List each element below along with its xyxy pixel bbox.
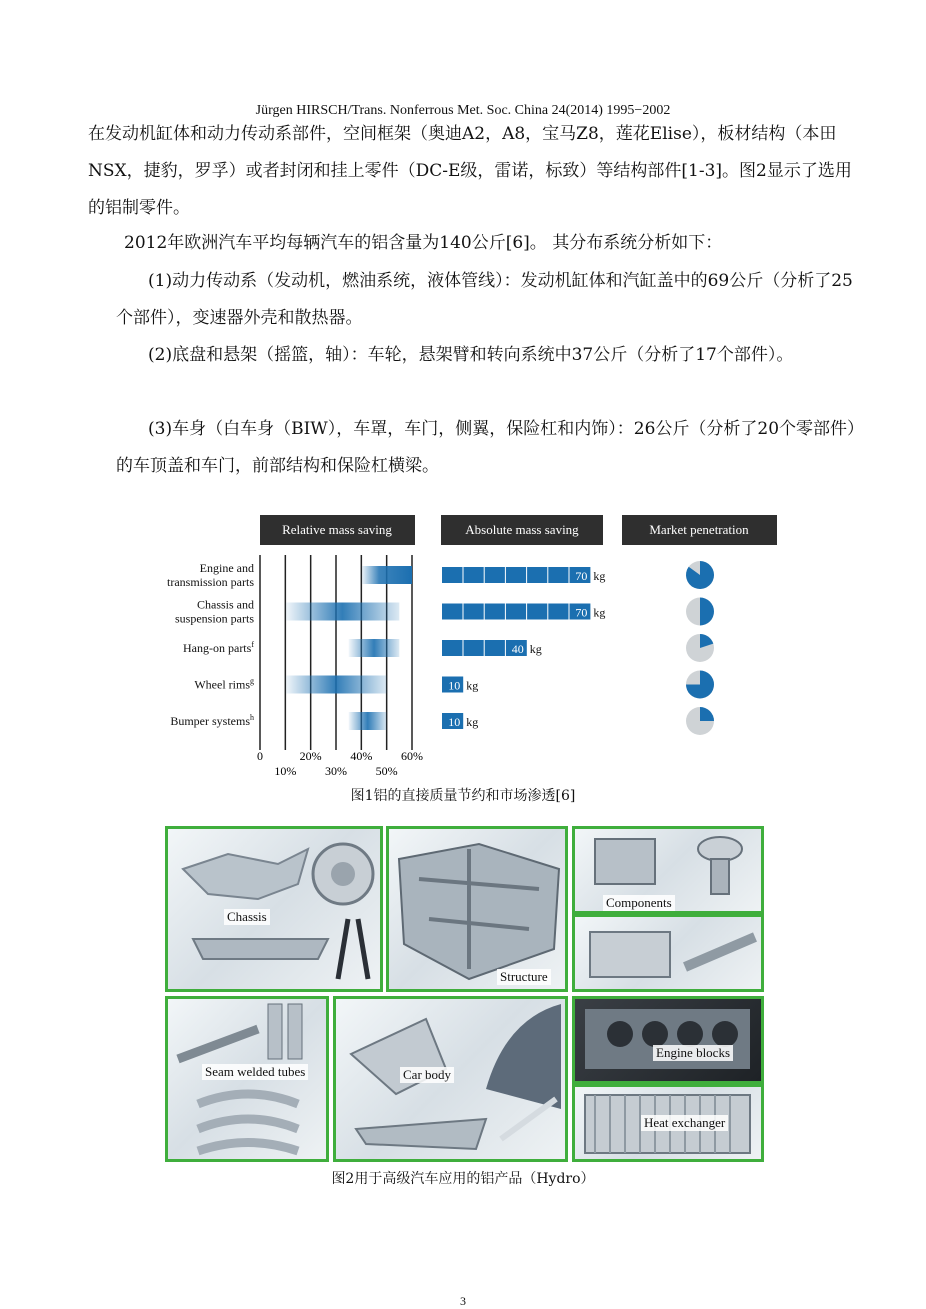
category-labels [167, 561, 254, 728]
category-label: Engine and [199, 561, 254, 575]
category-label: Wheel rims$^g$ [194, 676, 254, 692]
absolute-unit-label: kg [593, 605, 606, 620]
chassis-parts-icon [168, 829, 380, 989]
category-label: transmission parts [167, 575, 254, 589]
pie-slice [700, 707, 714, 721]
panel-car-body [333, 996, 568, 1162]
market-pies [686, 561, 714, 735]
label-chassis: Chassis [224, 909, 270, 925]
tick-label: 0 [257, 749, 263, 763]
panel-tubes [165, 996, 329, 1162]
absolute-value-label: 10 [448, 678, 461, 693]
panel-structure [386, 826, 568, 992]
label-car-body: Car body [400, 1067, 454, 1083]
panel-heat-exchanger [572, 1084, 764, 1162]
running-header: Jürgen HIRSCH/Trans. Nonferrous Met. Soc. China 24(2014) 1995−2002 [255, 103, 671, 118]
label-heat-exchanger: Heat exchanger [641, 1115, 728, 1131]
relative-bar [285, 676, 386, 694]
tick-label: 30% [325, 764, 347, 778]
absolute-bars [442, 567, 605, 729]
absolute-value-label: 70 [575, 605, 588, 620]
panel-chassis [165, 826, 383, 992]
tick-label: 10% [274, 764, 297, 778]
panel-title-relative: Relative mass saving [282, 522, 392, 537]
absolute-unit-label: kg [593, 569, 606, 583]
tick-label: 20% [299, 749, 322, 763]
category-label: suspension parts [175, 611, 254, 626]
relative-axis-ticks [257, 749, 423, 778]
absolute-value-label: 10 [448, 715, 461, 729]
page-number: 3 [460, 1294, 466, 1308]
panel-title-market: Market penetration [649, 522, 749, 537]
aluminium-products-figure [165, 826, 765, 1162]
absolute-bar [442, 567, 590, 583]
mass-saving-chart [148, 510, 788, 780]
paragraph-powertrain: (1)动力传动系（发动机，燃油系统，液体管线）：发动机缸体和汽缸盖中的69公斤（分析了25个部件），变速器外壳和散热器。 [116, 271, 853, 328]
relative-bars [285, 566, 412, 730]
category-label: Chassis and [197, 597, 254, 612]
figure-1-caption: 图1铝的直接质量节约和市场渗透[6] [350, 788, 576, 804]
panel-castings [572, 914, 764, 992]
absolute-bar [442, 604, 590, 620]
label-engine-blocks: Engine blocks [653, 1045, 733, 1061]
panel-components [572, 826, 764, 914]
structure-frame-icon [389, 829, 565, 989]
tick-label: 60% [401, 749, 423, 763]
absolute-value-label: 70 [575, 569, 588, 583]
label-components: Components [603, 895, 675, 911]
absolute-unit-label: kg [529, 642, 542, 656]
panel-engine-blocks [572, 996, 764, 1084]
paragraph-chassis: (2)底盘和悬架（摇篮，轴）：车轮，悬架臂和转向系统中37公斤（分析了17个部件）。 [148, 345, 794, 365]
tick-label: 50% [375, 764, 398, 778]
tick-label: 40% [350, 749, 373, 763]
relative-bar [361, 566, 412, 584]
panel-title-absolute: Absolute mass saving [465, 522, 579, 537]
relative-bar [285, 603, 399, 621]
label-tubes: Seam welded tubes [202, 1064, 308, 1080]
paragraph-1: 在发动机缸体和动力传动系部件，空间框架（奥迪A2，A8，宝马Z8，莲花Elise），板材结构（本田NSX，捷豹，罗孚）或者封闭和挂上零件（DC-E级，雷诺，标致）等结构部件[1-3]。图2显示了选用的铝制零件。 [88, 124, 852, 218]
absolute-unit-label: kg [466, 678, 479, 693]
pie-slice [700, 598, 714, 626]
relative-bar [349, 639, 400, 657]
absolute-unit-label: kg [466, 715, 479, 729]
label-structure: Structure [497, 969, 551, 985]
absolute-value-label: 40 [511, 642, 524, 656]
figure-2-caption: 图2用于高级汽车应用的铝产品（Hydro） [331, 1171, 595, 1187]
category-label: Hang-on parts$^f$ [183, 640, 254, 655]
category-label: Bumper systems$^h$ [170, 713, 254, 728]
paragraph-2: 2012年欧洲汽车平均每辆汽车的铝含量为140公斤[6]。 其分布系统分析如下： [124, 233, 723, 253]
engine-block-icon [575, 999, 761, 1081]
paragraph-body: (3)车身（白车身（BIW），车罩，车门，侧翼，保险杠和内饰）：26公斤（分析了20个零部件）的车顶盖和车门，前部结构和保险杠横梁。 [116, 419, 856, 476]
relative-bar [349, 712, 387, 730]
castings-icon [575, 917, 761, 989]
